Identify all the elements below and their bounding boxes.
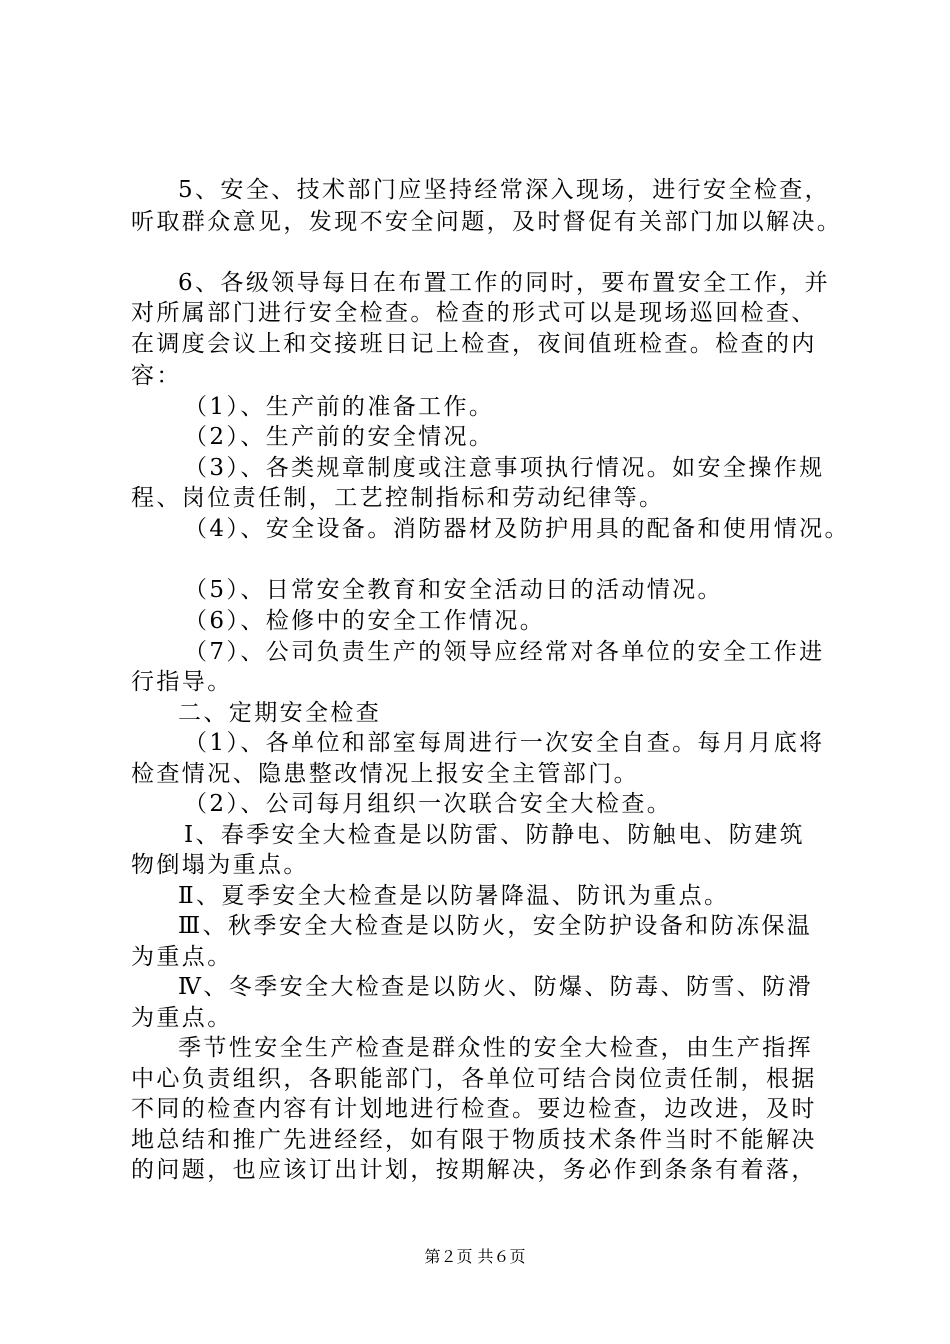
paragraph-line: 中心负责组织，各职能部门，各单位可结合岗位责任制，根据	[131, 1066, 817, 1092]
list-item: （1）、各单位和部室每周进行一次安全自查。每月月底将	[184, 730, 825, 756]
paragraph-line: 物倒塌为重点。	[131, 852, 309, 878]
list-item: （4）、安全设备。消防器材及防护用具的配备和使用情况。	[184, 516, 850, 542]
list-item: （3）、各类规章制度或注意事项执行情况。如安全操作规	[184, 455, 825, 481]
list-item: （1）、生产前的准备工作。	[184, 394, 495, 420]
list-item: （6）、检修中的安全工作情况。	[184, 608, 546, 634]
list-item: （2）、生产前的安全情况。	[184, 424, 495, 450]
paragraph-line: 行指导。	[131, 669, 233, 695]
list-item: （5）、日常安全教育和安全活动日的活动情况。	[184, 577, 723, 603]
list-item: Ⅱ、夏季安全大检查是以防暑降温、防讯为重点。	[178, 883, 730, 909]
list-item: （2）、公司每月组织一次联合安全大检查。	[184, 791, 673, 817]
paragraph-line: 为重点。	[131, 1005, 233, 1031]
paragraph-line: 在调度会议上和交接班日记上检查，夜间值班检查。检查的内	[131, 331, 817, 357]
paragraph-line: 地总结和推广先进经经，如有限于物质技术条件当时不能解决	[131, 1127, 817, 1153]
list-item: Ⅳ、冬季安全大检查是以防火、防爆、防毒、防雪、防滑	[178, 974, 813, 1000]
list-item: Ⅰ、春季安全大检查是以防雷、防静电、防触电、防建筑	[184, 822, 806, 848]
page-number-footer: 第２页 共６页	[424, 1247, 526, 1266]
paragraph-line: 5、安全、技术部门应坚持经常深入现场，进行安全检查，	[178, 177, 831, 203]
paragraph-line: 不同的检查内容有计划地进行检查。要边检查，边改进，及时	[131, 1096, 817, 1122]
list-item: Ⅲ、秋季安全大检查是以防火，安全防护设备和防冻保温	[178, 913, 813, 939]
paragraph-line: 检查情况、隐患整改情况上报安全主管部门。	[131, 761, 639, 787]
paragraph-line: 对所属部门进行安全检查。检查的形式可以是现场巡回检查、	[131, 300, 817, 326]
section-heading: 二、定期安全检查	[178, 700, 382, 726]
paragraph-line: 听取群众意见，发现不安全问题，及时督促有关部门加以解决。	[131, 209, 843, 235]
paragraph-line: 季节性安全生产检查是群众性的安全大检查，由生产指挥	[178, 1035, 813, 1061]
list-item: （7）、公司负责生产的领导应经常对各单位的安全工作进	[184, 639, 825, 665]
paragraph-line: 容：	[131, 363, 182, 389]
paragraph-line: 6、各级领导每日在布置工作的同时，要布置安全工作，并	[178, 270, 831, 296]
paragraph-line: 为重点。	[131, 944, 233, 970]
paragraph-line: 程、岗位责任制，工艺控制指标和劳动纪律等。	[131, 485, 665, 511]
paragraph-line: 的问题，也应该订出计划，按期解决，务必作到条条有着落，	[131, 1157, 817, 1183]
